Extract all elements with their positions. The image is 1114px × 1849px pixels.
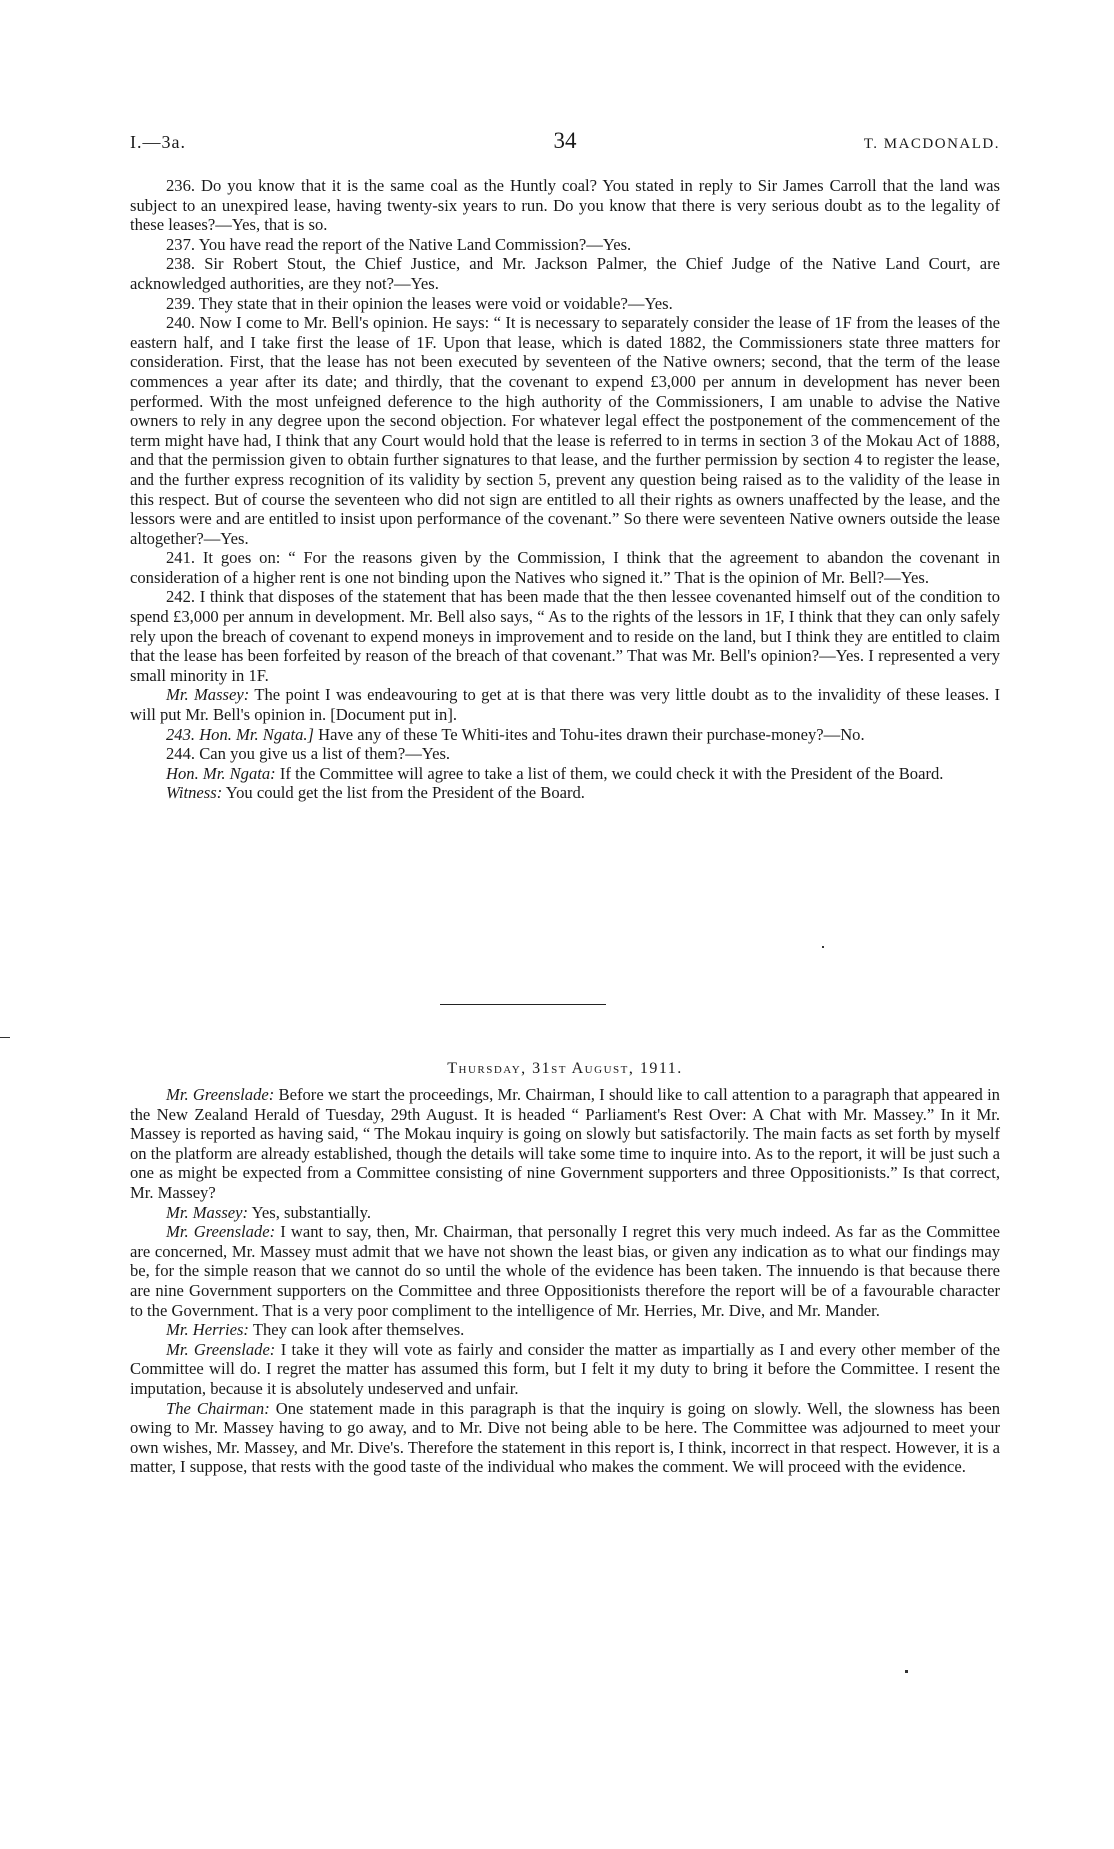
speaker: Witness: (166, 783, 223, 803)
paragraph: Mr. Massey: Yes, substantially. (166, 1202, 371, 1222)
date-heading: Thursday, 31st August, 1911. (447, 1060, 683, 1077)
paragraph: 242. I think that disposes of the statement that has been made that the then lessee covenanted himself out of the condition to spend £3,000 per annum in development. Mr. Bell also says, “ As to the rights of the lessors in 1F, I think that they can only safely rely upon the breach of covenant to expend moneys in improvement and to reside on the land, but I think they are entitled to claim that the lease has been forfeited by reason of the breach of that covenant.” That was Mr. Bell's opinion?—Yes. I represented a very small minority in 1F. (130, 587, 1000, 685)
witness-name: T. MACDONALD. (863, 136, 1000, 152)
paragraph: 239. They state that in their opinion the leases were void or voidable?—Yes. (166, 293, 673, 313)
paragraph: Mr. Herries: They can look after themselves. (166, 1320, 465, 1340)
paragraph: 238. Sir Robert Stout, the Chief Justice, and Mr. Jackson Palmer, the Chief Judge of the Native Land Court, are acknowledged authorities, are they not?—Yes. (130, 254, 1000, 293)
paragraph: 241. It goes on: “ For the reasons given by the Commission, I think that the agreement to abandon the covenant in consideration of a higher rent is one not binding upon the Natives who signed it.” That is the opinion of Mr. Bell?—Yes. (130, 548, 1000, 587)
section-divider (440, 1004, 606, 1005)
evidence-part-1 (130, 176, 1000, 803)
speaker: Mr. Herries: (166, 1320, 249, 1340)
margin-mark (0, 1037, 10, 1038)
ink-speck (905, 1670, 908, 1673)
page-number: 34 (553, 128, 577, 153)
speaker: 243. Hon. Mr. Ngata.] (166, 724, 314, 744)
paragraph: 240. Now I come to Mr. Bell's opinion. He says: “ It is necessary to separately consider the lease of 1F from the leases of the eastern half, and I take first the lease of 1F. Upon that lease, which is dated 1882, the Commissioners state three matters for consideration. First, that the lease has not been executed by seventeen of the Native owners; second, that the term of the lease commences a year after its date; and thirdly, that the covenant to expend £3,000 per annum in development has never been performed. With the most unfeigned deference to the high authority of the Commissioners, I am unable to advise the Native owners to rely in any degree upon the second objection. For whatever legal effect the postponement of the commencement of the term might have had, I think that any Court would hold that the lease is referred to in terms in section 3 of the Mokau Act of 1888, and that the permission given to obtain further signatures to that lease, and the further permission by section 4 to register the lease, and the further express recognition of its validity by section 5, prevent any question being raised as to the validity of the lease in this respect. But of course the seventeen who did not sign are entitled to all their rights as owners unaffected by the lease, and the lessors were and are entitled to insist upon performance of the covenant.” So there were seventeen Native owners outside the lease altogether?—Yes. (130, 313, 1000, 548)
paragraph: Mr. Massey: The point I was endeavouring to get at is that there was very little doubt as to the invalidity of these leases. I will put Mr. Bell's opinion in. [Document put in]. (130, 685, 1000, 725)
paragraph: Witness: You could get the list from the President of the Board. (166, 783, 585, 803)
speaker: Mr. Greenslade: (166, 1085, 275, 1104)
speaker: Mr. Greenslade: (166, 1222, 276, 1242)
paragraph: Mr. Greenslade: Before we start the proceedings, Mr. Chairman, I should like to call attention to a paragraph that appeared in the New Zealand Herald of Tuesday, 29th August. It is headed “ Parliament's Rest Over: A Chat with Mr. Massey.” In it Mr. Massey is reported as having said, “ The Mokau inquiry is going on slowly but satisfactorily. The main facts as set forth by myself on the platform are already established, though the details will take some time to inquire into. As to the report, it will be just such a one as might be expected from a Committee consisting of nine Government supporters and three Oppositionists.” Is that correct, Mr. Massey? (130, 1085, 1000, 1202)
paragraph: 236. Do you know that it is the same coal as the Huntly coal? You stated in reply to Sir James Carroll that the land was subject to an unexpired lease, having twenty-six years to run. Do you know that there is very serious doubt as to the legality of these leases?—Yes, that is so. (130, 176, 1000, 235)
paragraph: 243. Hon. Mr. Ngata.] Have any of these Te Whiti-ites and Tohu-ites drawn their purchase-money?—No. (166, 724, 865, 744)
speaker: The Chairman: (166, 1398, 270, 1418)
paragraph: 237. You have read the report of the Native Land Commission?—Yes. (166, 234, 632, 254)
paragraph: Hon. Mr. Ngata: If the Committee will agree to take a list of them, we could check it with the President of the Board. (166, 763, 944, 783)
speaker: Hon. Mr. Ngata: (166, 763, 276, 783)
page-header (130, 128, 1000, 164)
ink-speck (822, 946, 824, 948)
speaker: Mr. Massey: (166, 1202, 249, 1222)
evidence-part-2 (130, 1085, 1000, 1477)
paragraph: Mr. Greenslade: I take it they will vote as fairly and consider the matter as impartially as I and every other member of the Committee will do. I regret the matter has assumed this form, but I felt it my duty to bring it before the Committee. I resent the imputation, because it is absolutely undeserved and unfair. (130, 1339, 1000, 1398)
speaker: Mr. Greenslade: (166, 1339, 276, 1359)
paragraph: The Chairman: One statement made in this paragraph is that the inquiry is going on slowly. Well, the slowness has been owing to Mr. Massey having to go away, and to Mr. Dive not being able to be here. The Committee was adjourned to meet your own wishes, Mr. Massey, and Mr. Dive's. Therefore the statement in this report is, I think, incorrect in that respect. However, it is a matter, I suppose, that rests with the good taste of the individual who makes the comment. We will proceed with the evidence. (130, 1398, 1000, 1477)
paragraph: 244. Can you give us a list of them?—Yes. (166, 744, 451, 764)
document-reference: I.—3a. (130, 132, 186, 152)
speaker: Mr. Massey: (166, 685, 250, 705)
paragraph: Mr. Greenslade: I want to say, then, Mr. Chairman, that personally I regret this very much indeed. As far as the Committee are concerned, Mr. Massey must admit that we have not shown the least bias, or given any indication as to what our findings may be, for the simple reason that we cannot do so until the whole of the evidence has been taken. The innuendo is that because there are nine Government supporters on the Committee and three Oppositionists therefore the report will be of a favourable character to the Government. That is a very poor compliment to the intelligence of Mr. Herries, Mr. Dive, and Mr. Mander. (130, 1222, 1000, 1320)
